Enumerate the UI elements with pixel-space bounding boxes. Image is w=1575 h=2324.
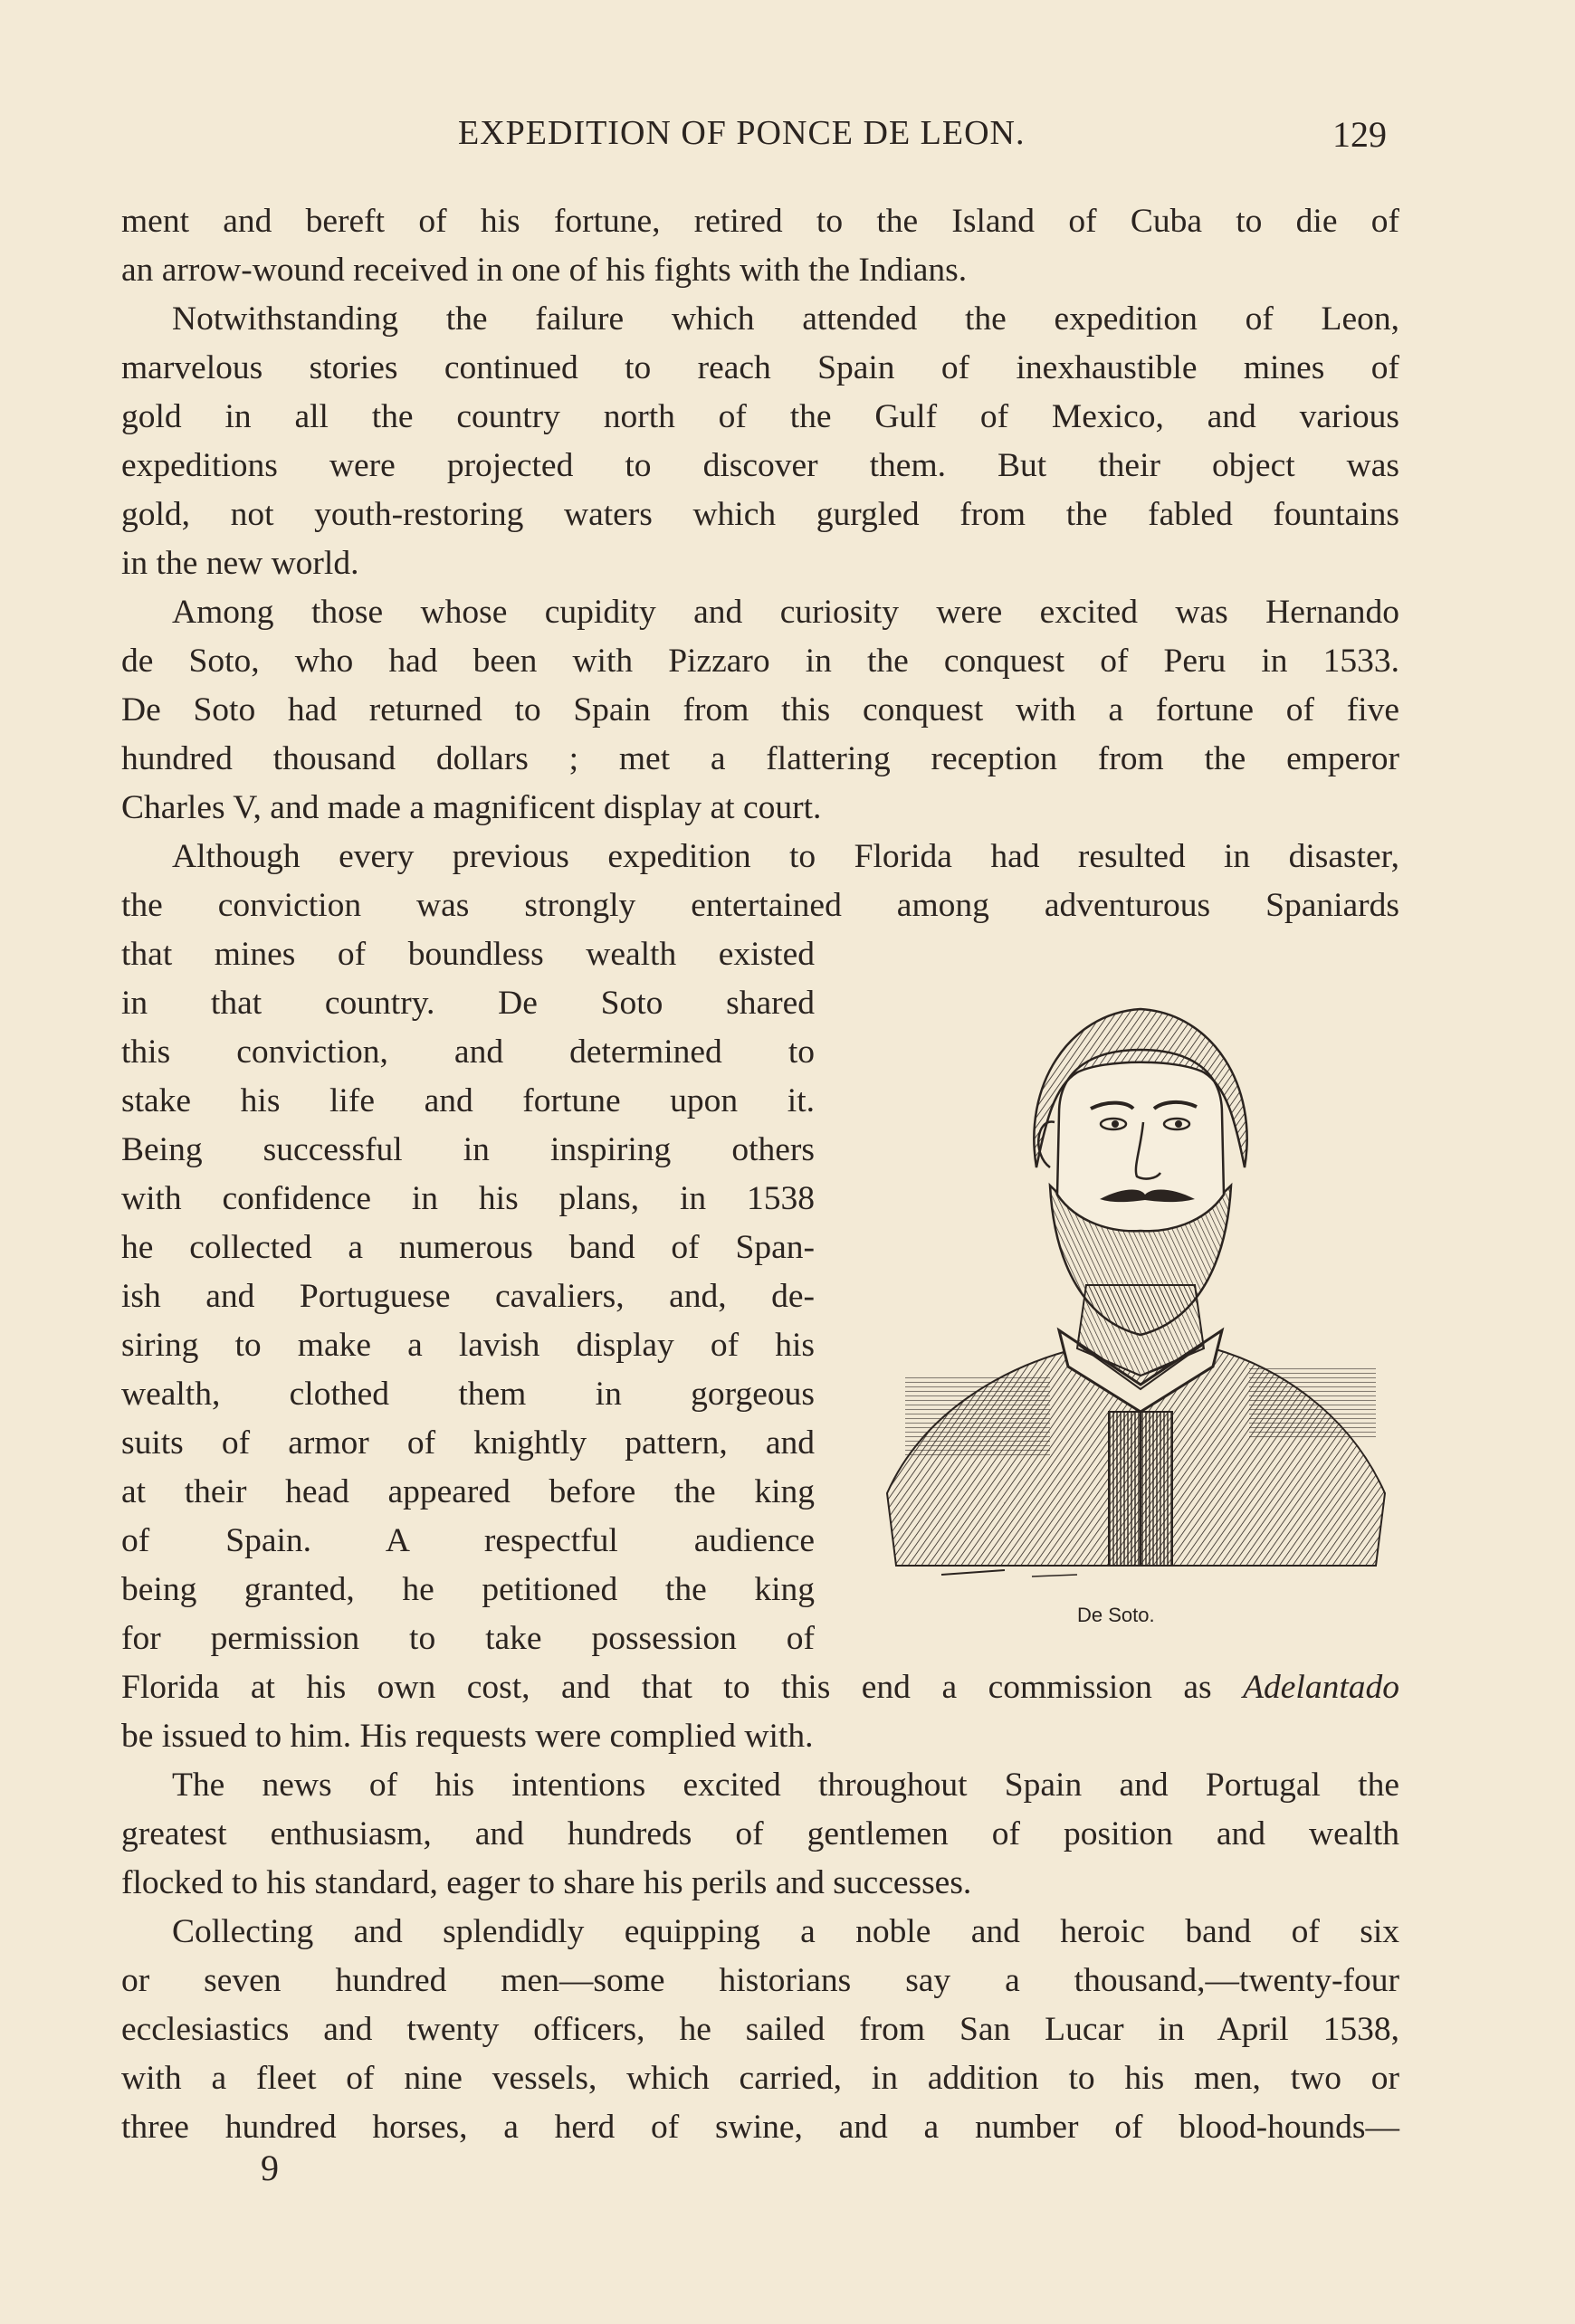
page-number: 129 (1332, 114, 1387, 155)
text-line: gold in all the country north of the Gulf of Mexico, and various (121, 398, 1399, 435)
text-line: ecclesiastics and twenty officers, he sailed from San Lucar in April 1538, (121, 2011, 1399, 2048)
text-line: in the new world. (121, 545, 359, 582)
text-line: three hundred horses, a herd of swine, and a number of blood-hounds— (121, 2109, 1399, 2146)
text-line: expeditions were projected to discover them. But their object was (121, 447, 1399, 484)
text-line: or seven hundred men—some historians say a thousand,—twenty-four (121, 1962, 1399, 1999)
running-head (0, 113, 1575, 158)
text-line: with a fleet of nine vessels, which carried, in addition to his men, two or (121, 2060, 1399, 2097)
de-soto-portrait (869, 986, 1412, 1602)
signature-mark: 9 (261, 2148, 279, 2188)
text-line: suits of armor of knightly pattern, and (121, 1424, 815, 1462)
text-line: siring to make a lavish display of his (121, 1327, 815, 1364)
text-line: this conviction, and determined to (121, 1033, 815, 1071)
text-line: that mines of boundless wealth existed (121, 936, 815, 973)
text-line: greatest enthusiasm, and hundreds of gentlemen of position and wealth (121, 1815, 1399, 1853)
text-line (121, 1663, 1399, 1712)
text-line: Being successful in inspiring others (121, 1131, 815, 1168)
text-line: de Soto, who had been with Pizzaro in the conquest of Peru in 1533. (121, 643, 1399, 680)
text-line: The news of his intentions excited throughout Spain and Portugal the (172, 1767, 1399, 1804)
text-line: he collected a numerous band of Span- (121, 1229, 815, 1266)
engraving-illustration (869, 986, 1412, 1602)
text-line: ish and Portuguese cavaliers, and, de- (121, 1278, 815, 1315)
text-line: of Spain. A respectful audience (121, 1522, 815, 1559)
text-line: an arrow-wound received in one of his fights with the Indians. (121, 252, 968, 289)
text-line: marvelous stories continued to reach Spain of inexhaustible mines of (121, 349, 1399, 386)
text-line: Collecting and splendidly equipping a noble and heroic band of six (172, 1913, 1399, 1950)
text-line: wealth, clothed them in gorgeous (121, 1376, 815, 1413)
text-line: Notwithstanding the failure which attended the expedition of Leon, (172, 300, 1399, 338)
text-line: being granted, he petitioned the king (121, 1571, 815, 1608)
text-line: stake his life and fortune upon it. (121, 1082, 815, 1119)
text-line: be issued to him. His requests were complied with. (121, 1718, 814, 1755)
text-run: Florida at his own cost, and that to this end a commission as (121, 1669, 1212, 1706)
text-line: the conviction was strongly entertained among adventurous Spaniards (121, 887, 1399, 924)
text-line: for permission to take possession of (121, 1620, 815, 1657)
text-line: De Soto had returned to Spain from this conquest with a fortune of five (121, 691, 1399, 729)
italic-term: Adelantado (1243, 1669, 1399, 1706)
text-line: with confidence in his plans, in 1538 (121, 1180, 815, 1217)
text-line: flocked to his standard, eager to share his perils and successes. (121, 1864, 972, 1901)
text-line: at their head appeared before the king (121, 1473, 815, 1510)
running-title: EXPEDITION OF PONCE DE LEON. (458, 114, 1026, 152)
text-line: gold, not youth-restoring waters which gurgled from the fabled fountains (121, 496, 1399, 533)
illustration-caption: De Soto. (1077, 1604, 1155, 1626)
text-line: ment and bereft of his fortune, retired to the Island of Cuba to die of (121, 203, 1399, 240)
text-line: Charles V, and made a magnificent display at court. (121, 789, 822, 826)
text-line: in that country. De Soto shared (121, 985, 815, 1022)
text-line: hundred thousand dollars ; met a flattering reception from the emperor (121, 740, 1399, 777)
text-line: Although every previous expedition to Florida had resulted in disaster, (172, 838, 1399, 875)
text-line: Among those whose cupidity and curiosity were excited was Hernando (172, 594, 1399, 631)
